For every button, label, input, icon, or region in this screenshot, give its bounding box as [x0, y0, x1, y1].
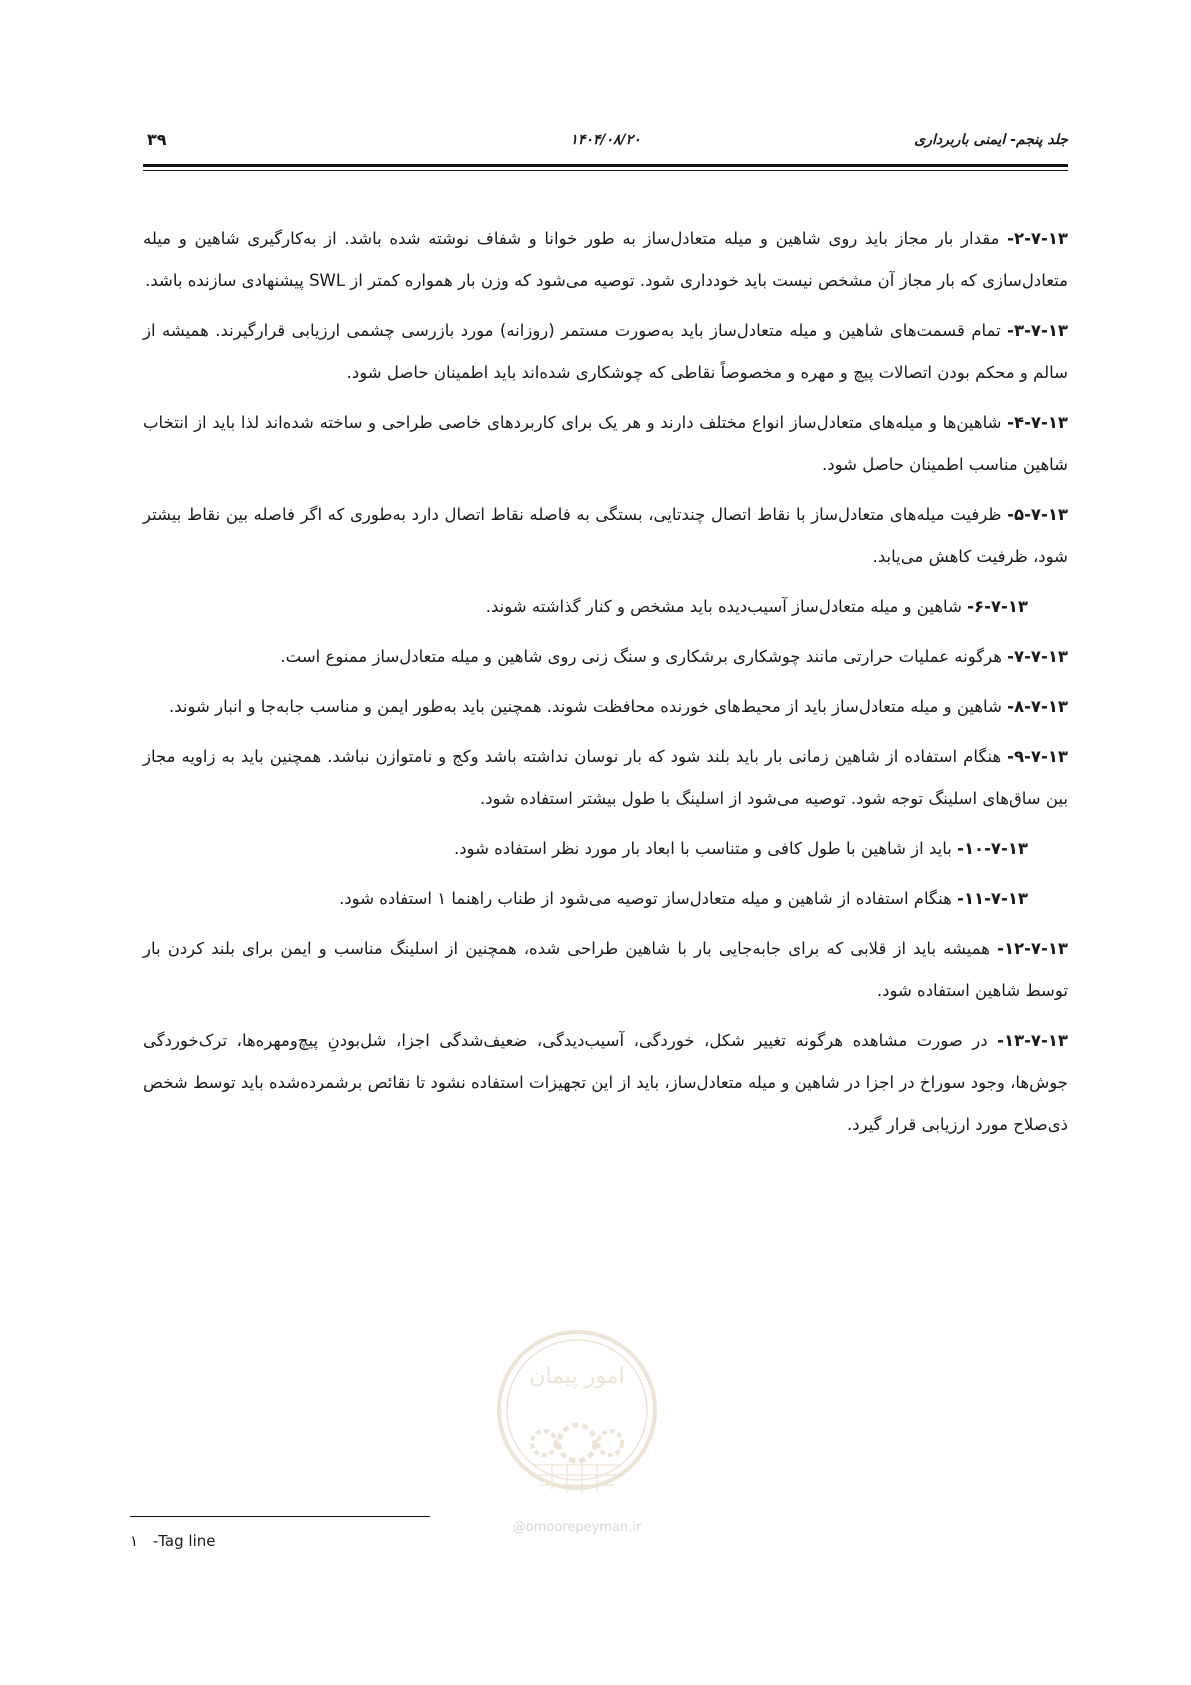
paragraph	[143, 736, 1068, 820]
paragraph-text: هرگونه عملیات حرارتی مانند چوشکاری برشکاری و سنگ زنی روی شاهین و میله متعادل‌ساز ممنوع است.	[280, 647, 1008, 666]
paragraph-text: باید از شاهین با طول کافی و متناسب با ابعاد بار مورد نظر استفاده شود.	[453, 839, 958, 858]
paragraph-number: ۱۳-۷-۱۳-	[997, 1031, 1068, 1050]
paragraph	[143, 310, 1068, 394]
paragraph-text: همیشه باید از قلابی که برای جابه‌جایی بار با شاهین طراحی شده، همچنین از اسلینگ مناسب و ایمن برای بلند کردن بار توسط شاهین استفاده شود.	[143, 939, 1068, 1000]
paragraph	[143, 928, 1068, 1012]
paragraph-number: ۹-۷-۱۳-	[1007, 747, 1068, 766]
paragraph-text: مقدار بار مجاز باید روی شاهین و میله متعادل‌ساز به طور خوانا و شفاف نوشته شده باشد. از به‌کارگیری شاهین و میله متعادل‌سازی که بار مجاز آن مشخص نیست باید خودداری شود. توصیه می‌شود که وزن بار همواره کمتر از SWL پیشنهادی سازنده باشد.	[143, 229, 1068, 290]
footnote-text: -Tag line	[152, 1532, 216, 1550]
paragraph-text: هنگام استفاده از شاهین و میله متعادل‌ساز توصیه می‌شود از طناب راهنما ۱ استفاده شود.	[339, 889, 958, 908]
footnote	[130, 1532, 216, 1550]
paragraph	[143, 878, 1068, 920]
paragraph-number: ۳-۷-۱۳-	[1007, 321, 1068, 340]
watermark-logo-text: امور پیمان	[529, 1364, 625, 1389]
watermark-logo-icon	[492, 1325, 662, 1515]
paragraph	[143, 828, 1068, 870]
paragraph	[143, 402, 1068, 486]
footnote-mark: ۱	[130, 1532, 139, 1550]
paragraph-number: ۲-۷-۱۳-	[1007, 229, 1068, 248]
header-rule-thin	[143, 170, 1068, 171]
header-date: ۱۴۰۴/۰۸/۲۰	[570, 132, 641, 148]
paragraph-text: در صورت مشاهده هرگونه تغییر شکل، خوردگی، آسیب‌دیدگی، ضعیف‌شدگی اجزا، شل‌بودنِ پیچ‌ومهره‌ها، ترک‌خوردگی جوش‌ها، وجود سوراخ در اجزا در شاهین و میله متعادل‌ساز، باید از این تجهیزات استفاده نشود تا نقائص برشمرده‌شده باید توسط شخص ذی‌صلاح مورد ارزیابی قرار گیرد.	[143, 1031, 1068, 1134]
paragraph-text: شاهین‌ها و میله‌های متعادل‌ساز انواع مختلف دارند و هر یک برای کاربردهای خاصی طراحی و ساخته شده‌اند لذا باید از انتخاب شاهین مناسب اطمینان حاصل شود.	[143, 413, 1068, 474]
watermark-text: @omoorepeyman.ir	[512, 1520, 642, 1535]
footnote-rule	[130, 1516, 430, 1517]
paragraph-text: ظرفیت میله‌های متعادل‌ساز با نقاط اتصال چندتایی، بستگی به فاصله نقاط اتصال دارد به‌طوری که اگر فاصله بین نقاط بیشتر شود، ظرفیت کاهش می‌یابد.	[143, 505, 1068, 566]
paragraph-number: ۷-۷-۱۳-	[1007, 647, 1068, 666]
paragraph	[143, 636, 1068, 678]
paragraph-text: هنگام استفاده از شاهین زمانی بار باید بلند شود که بار نوسان نداشته باشد وکج و نامتوازن نباشد. همچنین باید به زاویه مجاز بین ساق‌های اسلینگ توجه شود. توصیه می‌شود از اسلینگ با طول بیشتر استفاده شود.	[143, 747, 1068, 808]
paragraph-number: ۱۲-۷-۱۳-	[997, 939, 1068, 958]
paragraph-number: ۵-۷-۱۳-	[1007, 505, 1068, 524]
paragraph-text: شاهین و میله متعادل‌ساز آسیب‌دیده باید مشخص و کنار گذاشته شوند.	[485, 597, 968, 616]
watermark	[492, 1325, 662, 1545]
paragraph	[143, 586, 1068, 628]
paragraph	[143, 1020, 1068, 1146]
paragraph-text: شاهین و میله متعادل‌ساز باید از محیط‌های خورنده محافظت شوند. همچنین باید به‌طور ایمن و مناسب جابه‌جا و انبار شوند.	[169, 697, 1008, 716]
paragraph-text: تمام قسمت‌های شاهین و میله متعادل‌ساز باید به‌صورت مستمر (روزانه) مورد بازرسی چشمی ارزیابی قرارگیرند. همیشه از سالم و محکم بودن اتصالات پیچ و مهره و مخصوصاً نقاطی که چوشکاری شده‌اند باید اطمینان حاصل شود.	[143, 321, 1068, 382]
paragraph-number: ۸-۷-۱۳-	[1007, 697, 1068, 716]
paragraph-number: ۴-۷-۱۳-	[1007, 413, 1068, 432]
page-header	[143, 128, 1068, 158]
header-title: جلد پنجم- ایمنی باربرداری	[914, 132, 1068, 148]
paragraph	[143, 218, 1068, 302]
body-text	[143, 218, 1068, 1154]
header-rule-thick	[143, 164, 1068, 167]
paragraph-number: ۱۰-۷-۱۳-	[957, 839, 1028, 858]
page-number: ۳۹	[147, 130, 167, 149]
paragraph	[143, 494, 1068, 578]
paragraph	[143, 686, 1068, 728]
paragraph-number: ۶-۷-۱۳-	[967, 597, 1028, 616]
paragraph-number: ۱۱-۷-۱۳-	[957, 889, 1028, 908]
